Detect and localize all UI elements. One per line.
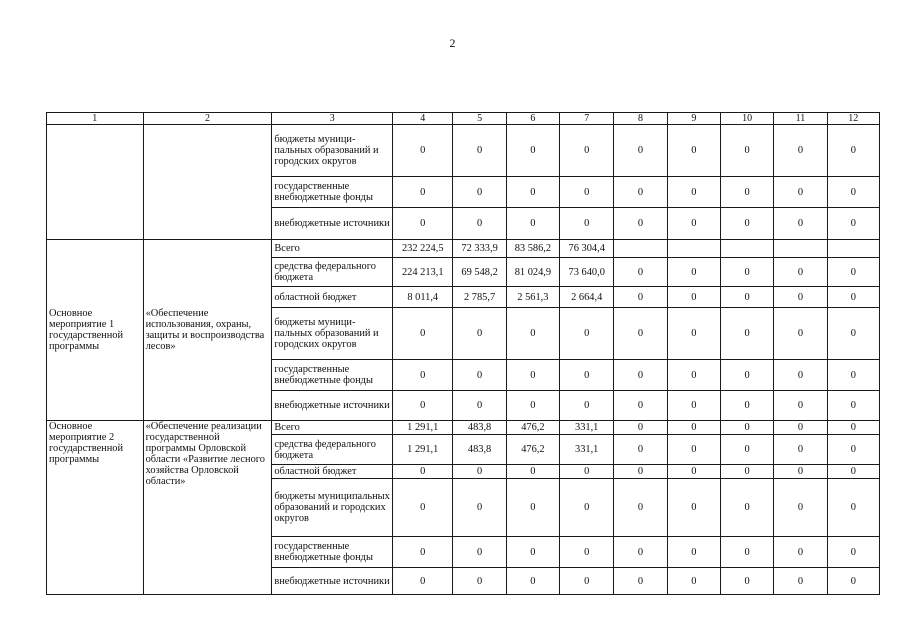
value-cell: 0 (720, 125, 773, 177)
value-cell: 0 (667, 360, 720, 391)
value-cell: 0 (720, 208, 773, 240)
funding-source-cell: государственные внебюджетные фонды (272, 360, 393, 391)
funding-source-cell: Всего (272, 240, 393, 258)
value-cell: 0 (506, 177, 559, 208)
value-cell: 0 (560, 125, 614, 177)
value-cell: 0 (667, 537, 720, 568)
value-cell: 0 (506, 465, 559, 479)
value-cell: 0 (453, 308, 506, 360)
value-cell: 0 (720, 287, 773, 308)
value-cell: 0 (720, 177, 773, 208)
value-cell: 81 024,9 (506, 258, 559, 287)
value-cell: 0 (774, 479, 827, 537)
column-header: 1 (47, 113, 144, 125)
funding-source-cell: бюджеты муници-пальных образований и городских округов (272, 308, 393, 360)
value-cell: 0 (667, 421, 720, 435)
column-header: 12 (827, 113, 879, 125)
value-cell: 83 586,2 (506, 240, 559, 258)
funding-source-cell: внебюджетные источники (272, 208, 393, 240)
value-cell: 0 (453, 391, 506, 421)
value-cell: 476,2 (506, 435, 559, 465)
value-cell: 0 (614, 391, 667, 421)
value-cell: 0 (560, 177, 614, 208)
value-cell: 0 (827, 360, 879, 391)
value-cell: 331,1 (560, 435, 614, 465)
value-cell: 0 (774, 465, 827, 479)
value-cell: 0 (393, 537, 453, 568)
value-cell: 0 (393, 391, 453, 421)
funding-source-cell: бюджеты муниципальных образований и городских округов (272, 479, 393, 537)
value-cell: 0 (560, 479, 614, 537)
value-cell: 0 (393, 465, 453, 479)
value-cell: 0 (393, 308, 453, 360)
value-cell: 0 (774, 391, 827, 421)
table-body (47, 125, 880, 595)
measure-cell: Основное мероприятие 2 государственной программы (47, 421, 144, 595)
column-header: 7 (560, 113, 614, 125)
value-cell: 0 (667, 465, 720, 479)
column-header: 5 (453, 113, 506, 125)
value-cell: 0 (560, 360, 614, 391)
funding-source-cell: государственные внебюджетные фонды (272, 537, 393, 568)
measure-cell (47, 125, 144, 240)
funding-source-cell: областной бюджет (272, 287, 393, 308)
value-cell: 0 (506, 208, 559, 240)
value-cell: 0 (560, 208, 614, 240)
value-cell: 0 (614, 479, 667, 537)
value-cell: 0 (614, 568, 667, 595)
column-header: 11 (774, 113, 827, 125)
value-cell: 0 (720, 391, 773, 421)
value-cell (667, 240, 720, 258)
column-header: 10 (720, 113, 773, 125)
value-cell: 0 (774, 537, 827, 568)
value-cell: 0 (614, 465, 667, 479)
value-cell: 0 (720, 258, 773, 287)
value-cell: 0 (560, 391, 614, 421)
column-header: 4 (393, 113, 453, 125)
value-cell: 0 (560, 568, 614, 595)
value-cell: 1 291,1 (393, 421, 453, 435)
funding-source-cell: Всего (272, 421, 393, 435)
value-cell: 0 (720, 479, 773, 537)
funding-source-cell: государственные внебюджетные фонды (272, 177, 393, 208)
funding-source-cell: бюджеты муници-пальных образований и городских округов (272, 125, 393, 177)
value-cell: 0 (453, 568, 506, 595)
value-cell: 72 333,9 (453, 240, 506, 258)
value-cell: 0 (720, 465, 773, 479)
value-cell: 0 (667, 308, 720, 360)
value-cell: 0 (827, 177, 879, 208)
header-row (47, 113, 880, 125)
value-cell: 0 (774, 208, 827, 240)
value-cell: 0 (827, 537, 879, 568)
value-cell: 0 (774, 421, 827, 435)
value-cell: 0 (453, 479, 506, 537)
measure-cell: Основное мероприятие 1 государственной программы (47, 240, 144, 421)
funding-source-cell: внебюджетные источники (272, 391, 393, 421)
value-cell: 0 (453, 537, 506, 568)
value-cell: 0 (667, 177, 720, 208)
column-header: 8 (614, 113, 667, 125)
value-cell: 2 664,4 (560, 287, 614, 308)
value-cell: 0 (393, 479, 453, 537)
value-cell (720, 240, 773, 258)
value-cell: 331,1 (560, 421, 614, 435)
value-cell: 0 (827, 435, 879, 465)
value-cell: 0 (506, 360, 559, 391)
value-cell: 0 (560, 308, 614, 360)
value-cell: 0 (774, 360, 827, 391)
value-cell: 0 (667, 208, 720, 240)
value-cell: 1 291,1 (393, 435, 453, 465)
value-cell: 0 (720, 421, 773, 435)
value-cell: 0 (506, 568, 559, 595)
value-cell: 0 (614, 125, 667, 177)
value-cell: 0 (774, 568, 827, 595)
table-row (47, 240, 880, 258)
value-cell: 2 561,3 (506, 287, 559, 308)
value-cell: 69 548,2 (453, 258, 506, 287)
value-cell: 0 (614, 360, 667, 391)
value-cell: 0 (667, 287, 720, 308)
value-cell: 0 (827, 479, 879, 537)
value-cell: 0 (506, 391, 559, 421)
value-cell (827, 240, 879, 258)
program-title-cell: «Обеспечение реализации государственной программы Орловской области «Развитие лесного хозяйства Орловской области» (143, 421, 272, 595)
value-cell: 0 (827, 258, 879, 287)
page-number: 2 (449, 36, 456, 50)
value-cell: 232 224,5 (393, 240, 453, 258)
value-cell: 0 (720, 360, 773, 391)
value-cell: 0 (667, 435, 720, 465)
value-cell: 0 (393, 125, 453, 177)
table-row (47, 125, 880, 177)
value-cell: 0 (560, 465, 614, 479)
value-cell: 0 (506, 125, 559, 177)
value-cell: 0 (774, 177, 827, 208)
value-cell: 0 (827, 391, 879, 421)
value-cell: 0 (827, 287, 879, 308)
value-cell: 0 (614, 435, 667, 465)
value-cell: 0 (827, 208, 879, 240)
value-cell: 0 (393, 360, 453, 391)
funding-source-cell: средства федерального бюджета (272, 435, 393, 465)
value-cell: 0 (614, 421, 667, 435)
value-cell: 76 304,4 (560, 240, 614, 258)
value-cell: 476,2 (506, 421, 559, 435)
value-cell: 0 (720, 568, 773, 595)
value-cell: 0 (393, 568, 453, 595)
value-cell: 224 213,1 (393, 258, 453, 287)
value-cell: 0 (827, 465, 879, 479)
value-cell: 2 785,7 (453, 287, 506, 308)
program-title-cell (143, 125, 272, 240)
value-cell: 0 (827, 308, 879, 360)
value-cell: 0 (720, 308, 773, 360)
value-cell: 0 (827, 568, 879, 595)
value-cell: 0 (827, 125, 879, 177)
value-cell: 0 (393, 208, 453, 240)
value-cell: 0 (614, 308, 667, 360)
value-cell: 0 (453, 360, 506, 391)
value-cell: 0 (774, 435, 827, 465)
value-cell: 0 (453, 177, 506, 208)
value-cell: 0 (453, 465, 506, 479)
value-cell: 0 (614, 287, 667, 308)
value-cell: 483,8 (453, 421, 506, 435)
value-cell: 0 (453, 208, 506, 240)
value-cell: 0 (774, 287, 827, 308)
column-header: 9 (667, 113, 720, 125)
value-cell: 0 (720, 435, 773, 465)
value-cell: 0 (720, 537, 773, 568)
value-cell: 0 (560, 537, 614, 568)
value-cell: 0 (614, 208, 667, 240)
value-cell: 0 (774, 308, 827, 360)
column-header: 6 (506, 113, 559, 125)
value-cell (614, 240, 667, 258)
value-cell: 483,8 (453, 435, 506, 465)
value-cell: 73 640,0 (560, 258, 614, 287)
value-cell: 8 011,4 (393, 287, 453, 308)
value-cell: 0 (827, 421, 879, 435)
value-cell: 0 (667, 568, 720, 595)
value-cell: 0 (506, 479, 559, 537)
value-cell: 0 (774, 258, 827, 287)
column-header: 2 (143, 113, 272, 125)
value-cell (774, 240, 827, 258)
value-cell: 0 (667, 391, 720, 421)
column-header: 3 (272, 113, 393, 125)
value-cell: 0 (774, 125, 827, 177)
value-cell: 0 (667, 125, 720, 177)
value-cell: 0 (614, 537, 667, 568)
program-title-cell: «Обеспечение использования, охраны, защиты и воспроизводства лесов» (143, 240, 272, 421)
value-cell: 0 (614, 177, 667, 208)
value-cell: 0 (667, 258, 720, 287)
value-cell: 0 (393, 177, 453, 208)
funding-source-cell: средства федерального бюджета (272, 258, 393, 287)
funding-source-cell: внебюджетные источники (272, 568, 393, 595)
value-cell: 0 (614, 258, 667, 287)
value-cell: 0 (506, 537, 559, 568)
table-row (47, 421, 880, 435)
value-cell: 0 (667, 479, 720, 537)
value-cell: 0 (453, 125, 506, 177)
value-cell: 0 (506, 308, 559, 360)
funding-source-cell: областной бюджет (272, 465, 393, 479)
budget-table (46, 112, 880, 595)
